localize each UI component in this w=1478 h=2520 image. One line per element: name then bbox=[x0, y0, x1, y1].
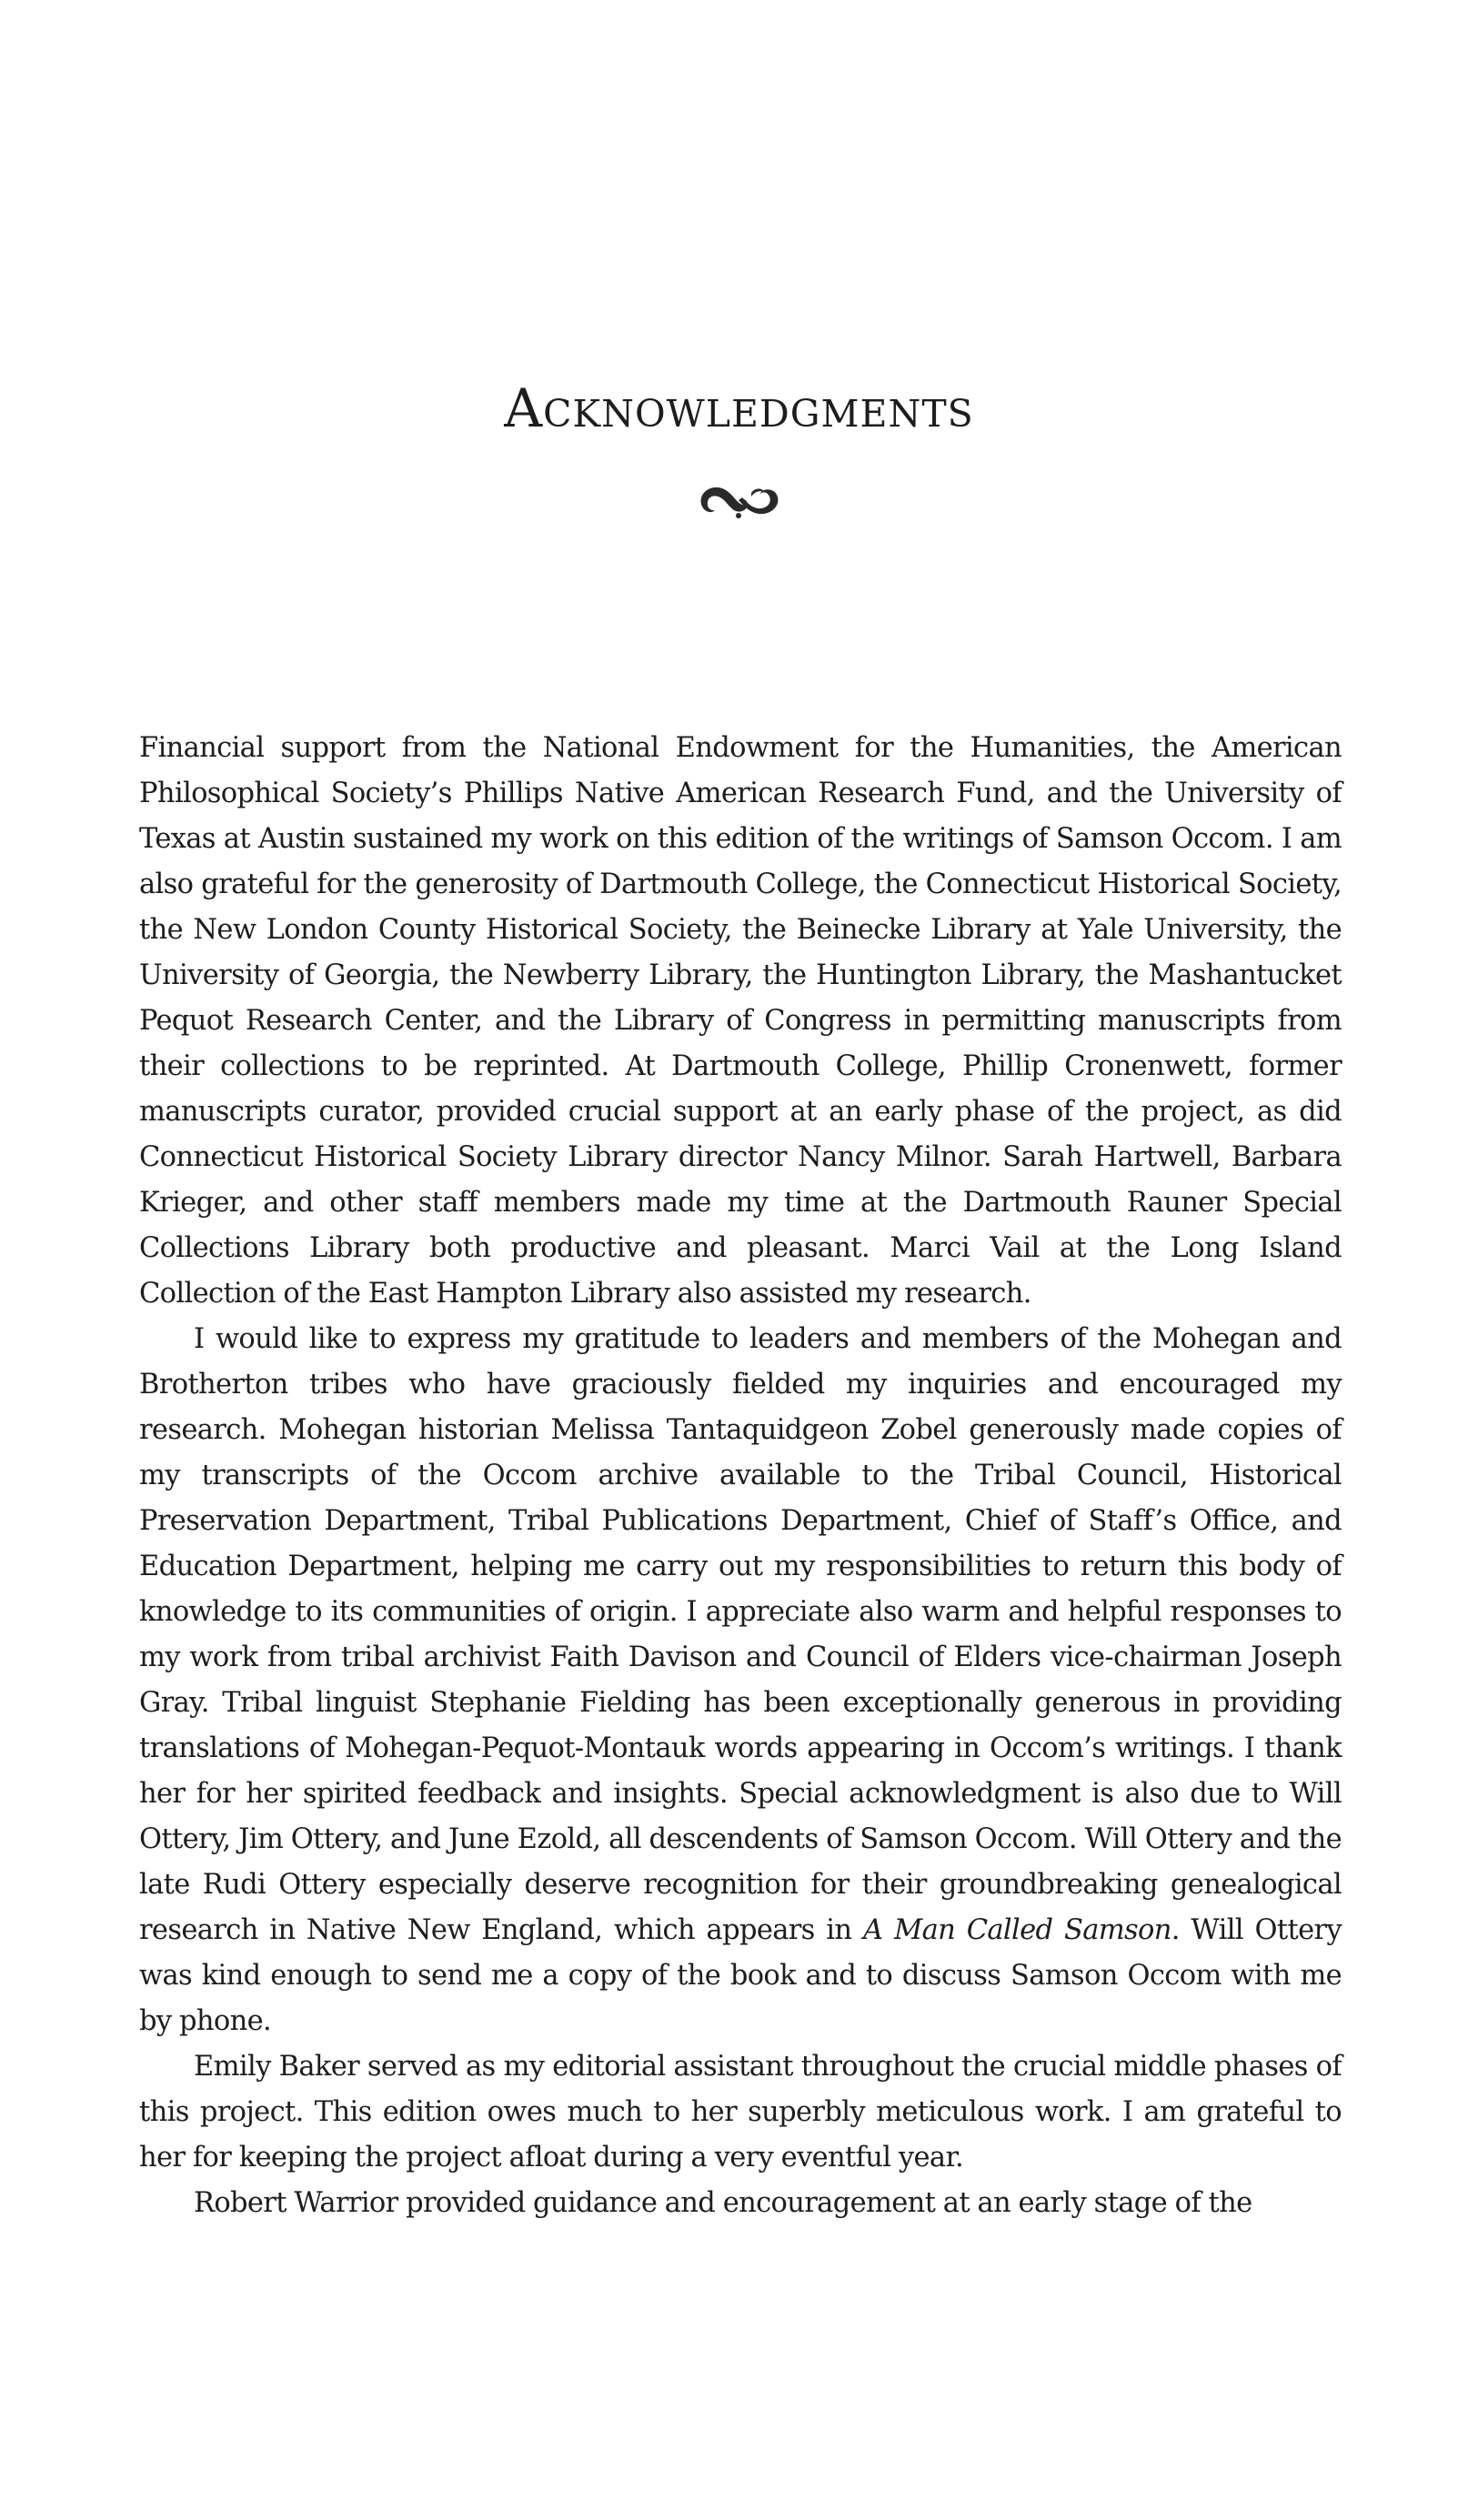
paragraph-4: Robert Warrior provided guidance and encouragement at an early stage of the bbox=[194, 2187, 1252, 2219]
paragraph-2-text-after: . Will Ottery was kind enough to send me a copy of the book and to discuss Samson Occom with me by phone. bbox=[139, 1914, 1342, 2037]
floral-ornament-icon bbox=[697, 477, 782, 524]
paragraph-2 bbox=[139, 1317, 1342, 2044]
book-title: A Man Called Samson bbox=[863, 1914, 1171, 1946]
paragraph-2-text-before: I would like to express my gratitude to leaders and members of the Mohegan and Brotherton tribes who have graciously fielded my inquiries and encouraged my research. Mohegan historian Melissa Tantaquidgeon Zobel generously made copies of my transcripts of the Occom archive available to the Tribal Council, Historical Preservation Department, Tribal Publications Department, Chief of Staff’s Office, and Education Department, helping me carry out my responsibilities to return this body of knowledge to its communities of origin. I appreciate also warm and helpful responses to my work from tribal archivist Faith Davison and Council of Elders vice-chairman Joseph Gray. Tribal linguist Stephanie Fielding has been exceptionally generous in providing translations of Mohegan-Pequot-Montauk words appearing in Occom’s writings. I thank her for her spirited feedback and insights. Special acknowledgment is also due to Will Ottery, Jim Ottery, and June Ezold, all descendents of Samson Occom. Will Ottery and the late Rudi Ottery especially deserve recognition for their groundbreaking genealogical research in Native New England, which appears in bbox=[139, 1323, 1342, 1946]
paragraph-3: Emily Baker served as my editorial assistant throughout the crucial middle phases of this project. This edition owes much to her superbly meticulous work. I am grateful to her for keeping the project afloat during a very eventful year. bbox=[139, 2051, 1342, 2174]
chapter-heading: Acknowledgments bbox=[504, 377, 974, 439]
acknowledgments-text bbox=[139, 726, 1342, 2226]
paragraph-1: Financial support from the National Endowment for the Humanities, the American Philosophical Society’s Phillips Native American Research Fund, and the University of Texas at Austin sustained my work on this edition of the writings of Samson Occom. I am also grateful for the generosity of Dartmouth College, the Connecticut Historical Society, the New London County Historical Society, the Beinecke Library at Yale University, the University of Georgia, the Newberry Library, the Huntington Library, the Mashantucket Pequot Research Center, and the Library of Congress in permitting manuscripts from their collections to be reprinted. At Dartmouth College, Phillip Cronenwett, former manuscripts curator, provided crucial support at an early phase of the project, as did Connecticut Historical Society Library director Nancy Milnor. Sarah Hartwell, Barbara Krieger, and other staff members made my time at the Dartmouth Rauner Special Collections Library both productive and pleasant. Marci Vail at the Long Island Collection of the East Hampton Library also assisted my research. bbox=[139, 732, 1342, 1310]
